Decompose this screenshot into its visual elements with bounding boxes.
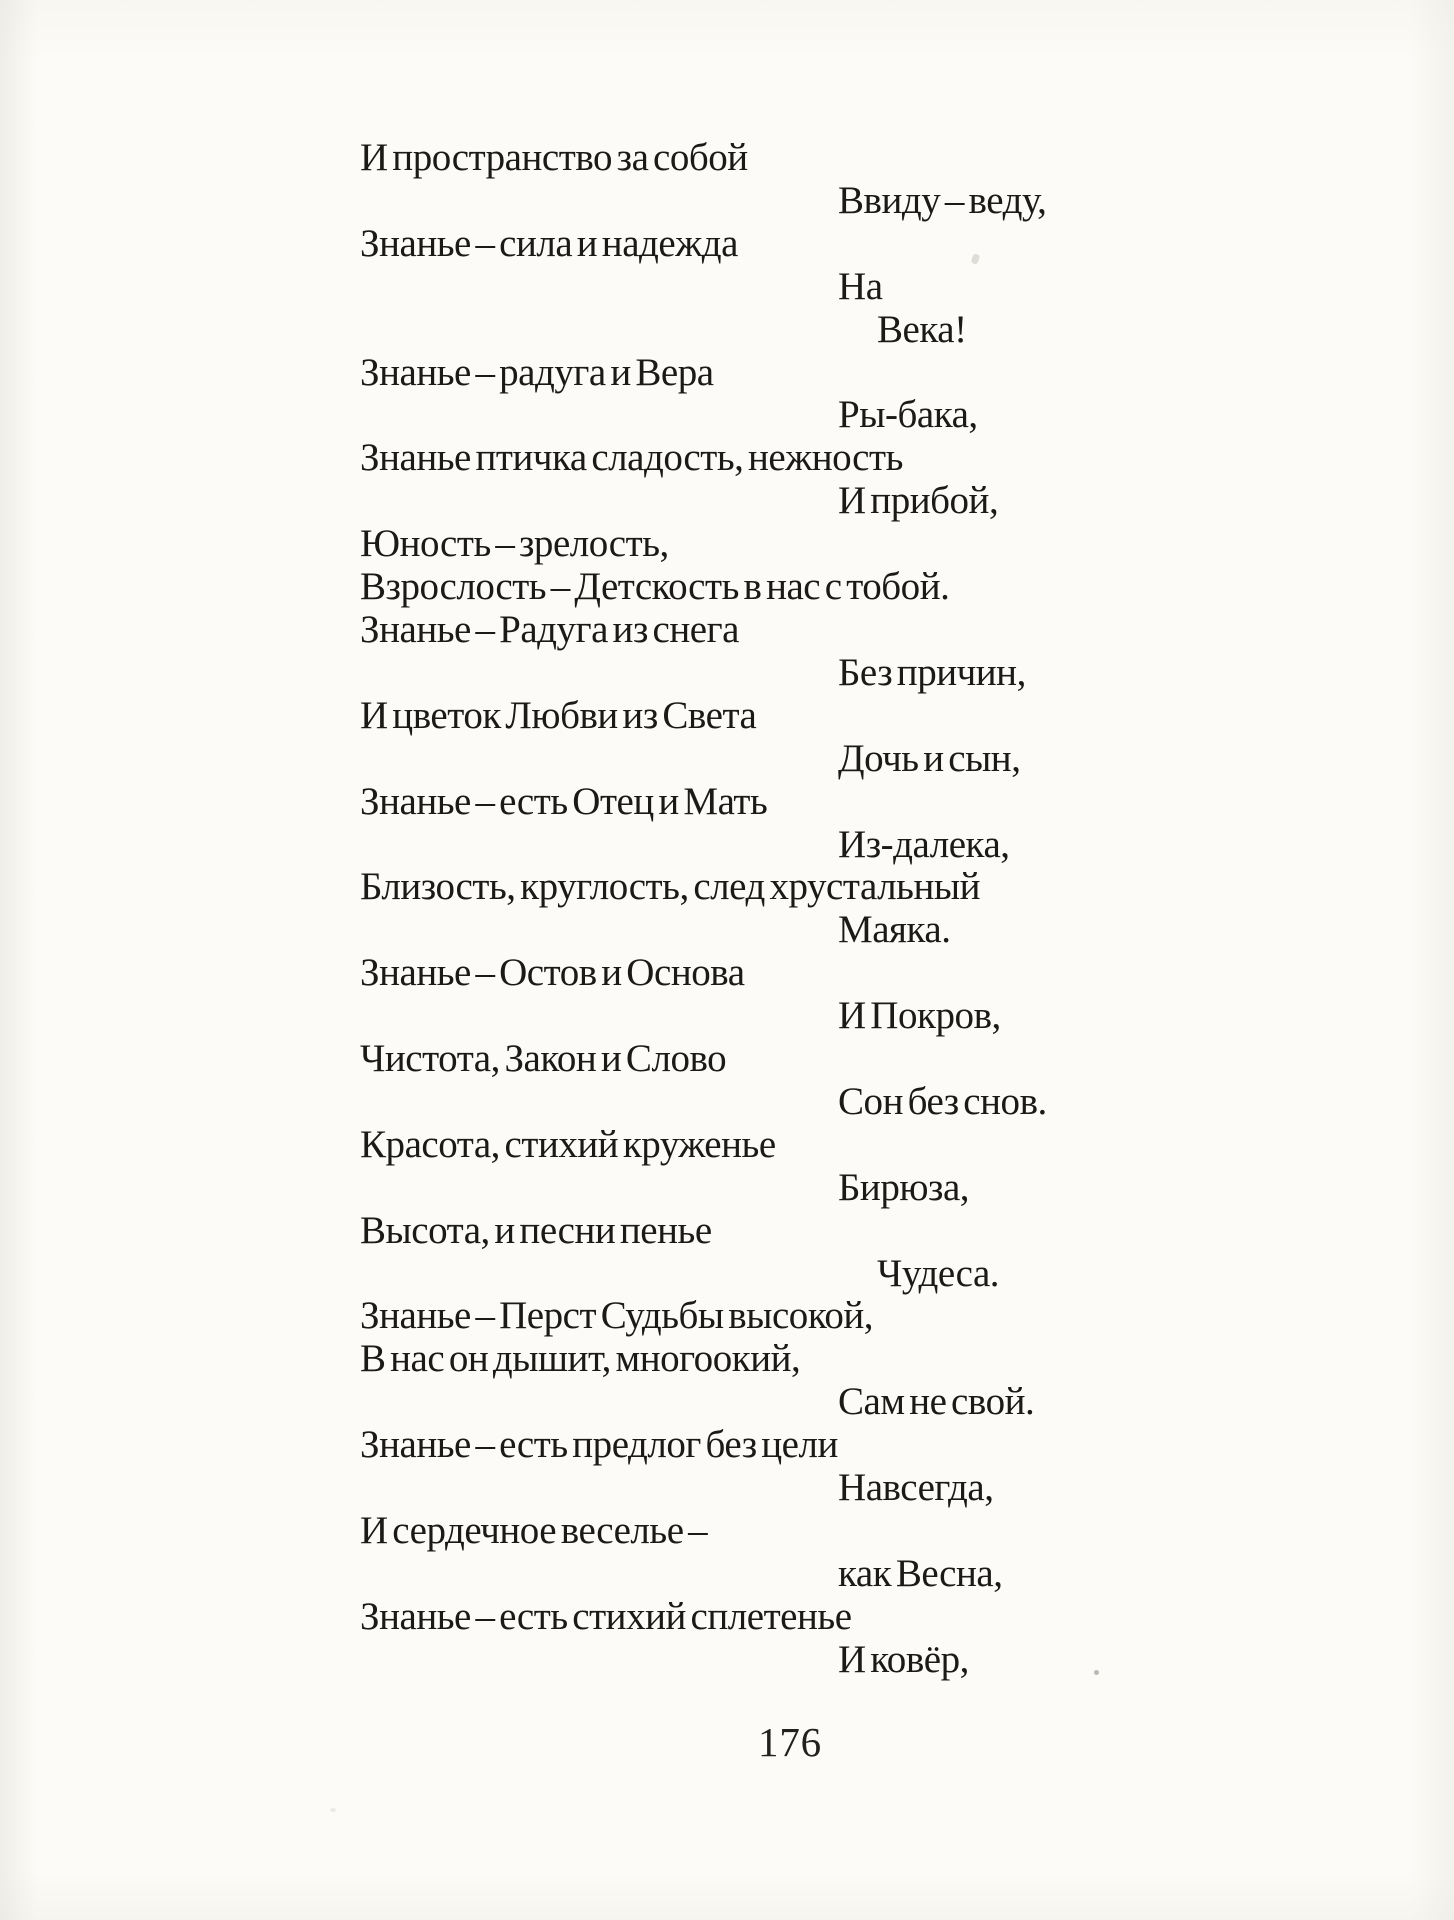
poem-line: Знанье – есть предлог без цели xyxy=(360,1423,838,1467)
poem-line: Высота, и песни пенье xyxy=(360,1208,712,1252)
poem-line: Знанье – Радуга из снега xyxy=(360,607,739,651)
poem-text-block xyxy=(360,137,1160,1682)
page-number: 176 xyxy=(758,1719,822,1765)
poem-line: Юность – зрелость, xyxy=(360,522,669,566)
poem-line: Красота, стихий круженье xyxy=(360,1122,776,1166)
poem-line: Знанье птичка сладость, нежность xyxy=(360,436,903,480)
poem-line: Дочь и сын, xyxy=(838,736,1021,780)
poem-line: Ввиду – веду, xyxy=(838,178,1047,222)
poem-line: И Покров, xyxy=(838,994,1001,1038)
poem-line: Знанье – радуга и Вера xyxy=(360,350,714,394)
poem-line: Бирюза, xyxy=(838,1165,970,1209)
poem-line: Чудеса. xyxy=(877,1251,1000,1295)
scan-speck xyxy=(330,1808,336,1812)
poem-line: Взрослость – Детскость в нас с тобой. xyxy=(360,565,950,609)
scan-speck xyxy=(1094,1670,1099,1675)
poem-line: Без причин, xyxy=(838,650,1026,694)
poem-line: Знанье – Перст Судьбы высокой, xyxy=(360,1294,874,1338)
poem-line: Века! xyxy=(877,307,967,351)
poem-line: Чистота, Закон и Слово xyxy=(360,1037,727,1081)
poem-line: И цветок Любви из Света xyxy=(360,693,757,737)
poem-line: В нас он дышит, многоокий, xyxy=(360,1337,801,1381)
poem-line: Навсегда, xyxy=(838,1466,994,1510)
poem-line: Сон без снов. xyxy=(838,1079,1047,1123)
poem-line: Сам не свой. xyxy=(838,1380,1035,1424)
poem-line: Близость, круглость, след хрустальный xyxy=(360,865,980,909)
poem-line: как Весна, xyxy=(838,1551,1003,1595)
poem-line: Маяка. xyxy=(838,908,951,952)
poem-line: Знанье – Остов и Основа xyxy=(360,951,745,995)
poem-line: Из-далека, xyxy=(838,822,1010,866)
poem-line: Знанье – есть Отец и Мать xyxy=(360,779,768,823)
poem-line: И ковёр, xyxy=(838,1637,969,1681)
poem-line: Знанье – есть стихий сплетенье xyxy=(360,1594,852,1638)
poem-line: На xyxy=(838,264,883,308)
poem-line: Знанье – сила и надежда xyxy=(360,221,738,265)
poem-line: И прибой, xyxy=(838,479,999,523)
poem-line: Ры-бака, xyxy=(838,393,978,437)
poem-line: И сердечное веселье – xyxy=(360,1509,708,1552)
poem-line: И пространство за собой xyxy=(360,136,748,179)
